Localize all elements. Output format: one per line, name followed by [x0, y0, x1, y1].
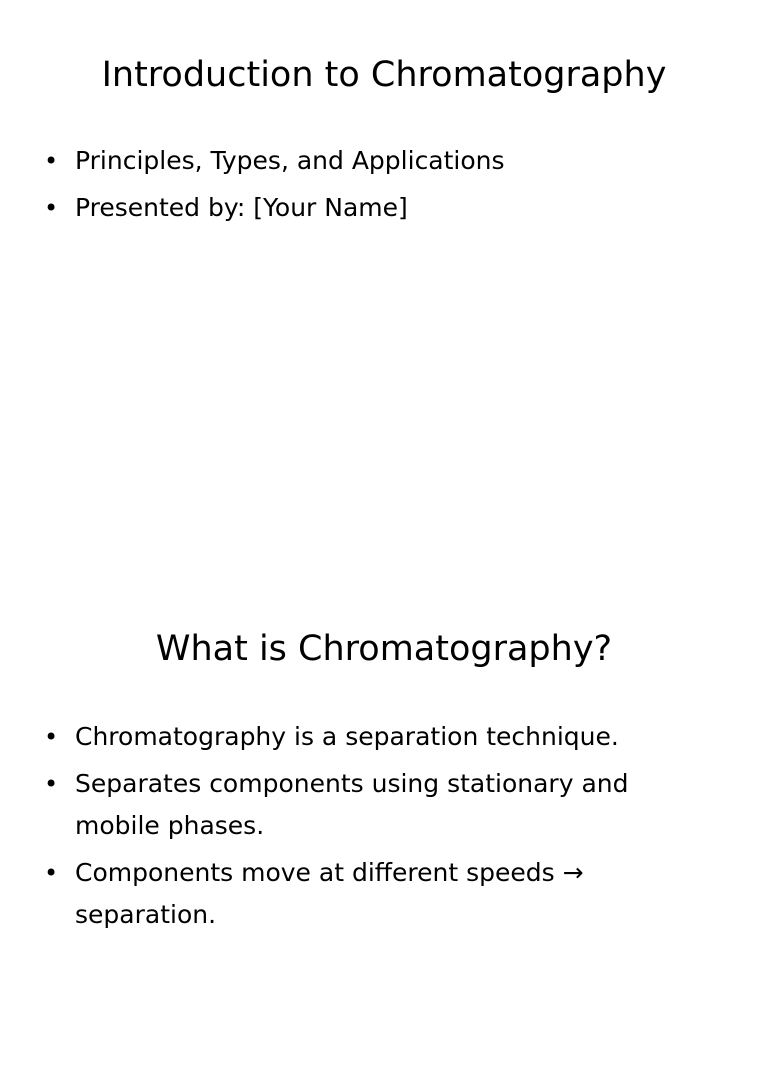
bullet-icon: • — [44, 194, 59, 222]
bullet-icon: • — [44, 147, 59, 175]
bullet-icon: • — [44, 770, 59, 798]
bullet-icon: • — [44, 859, 59, 887]
bullet-icon: • — [44, 723, 59, 751]
bullet-text: Presented by: [Your Name] — [75, 193, 408, 222]
slide-title: What is Chromatography? — [155, 629, 613, 669]
bullet-list — [44, 140, 704, 234]
bullet-item — [44, 763, 704, 847]
bullet-text: Principles, Types, and Applications — [75, 146, 505, 175]
bullet-item — [44, 716, 704, 758]
bullet-item — [44, 140, 704, 182]
bullet-list — [44, 716, 704, 941]
slide-1 — [0, 0, 768, 512]
bullet-item — [44, 187, 704, 229]
slide-title: Introduction to Chromatography — [101, 55, 667, 95]
slide-2 — [0, 576, 768, 1088]
bullet-item — [44, 852, 704, 936]
bullet-text: Components move at different speeds → separation. — [75, 858, 584, 929]
bullet-text: Chromatography is a separation technique. — [75, 722, 619, 751]
bullet-text: Separates components using stationary and mobile phases. — [75, 769, 629, 840]
